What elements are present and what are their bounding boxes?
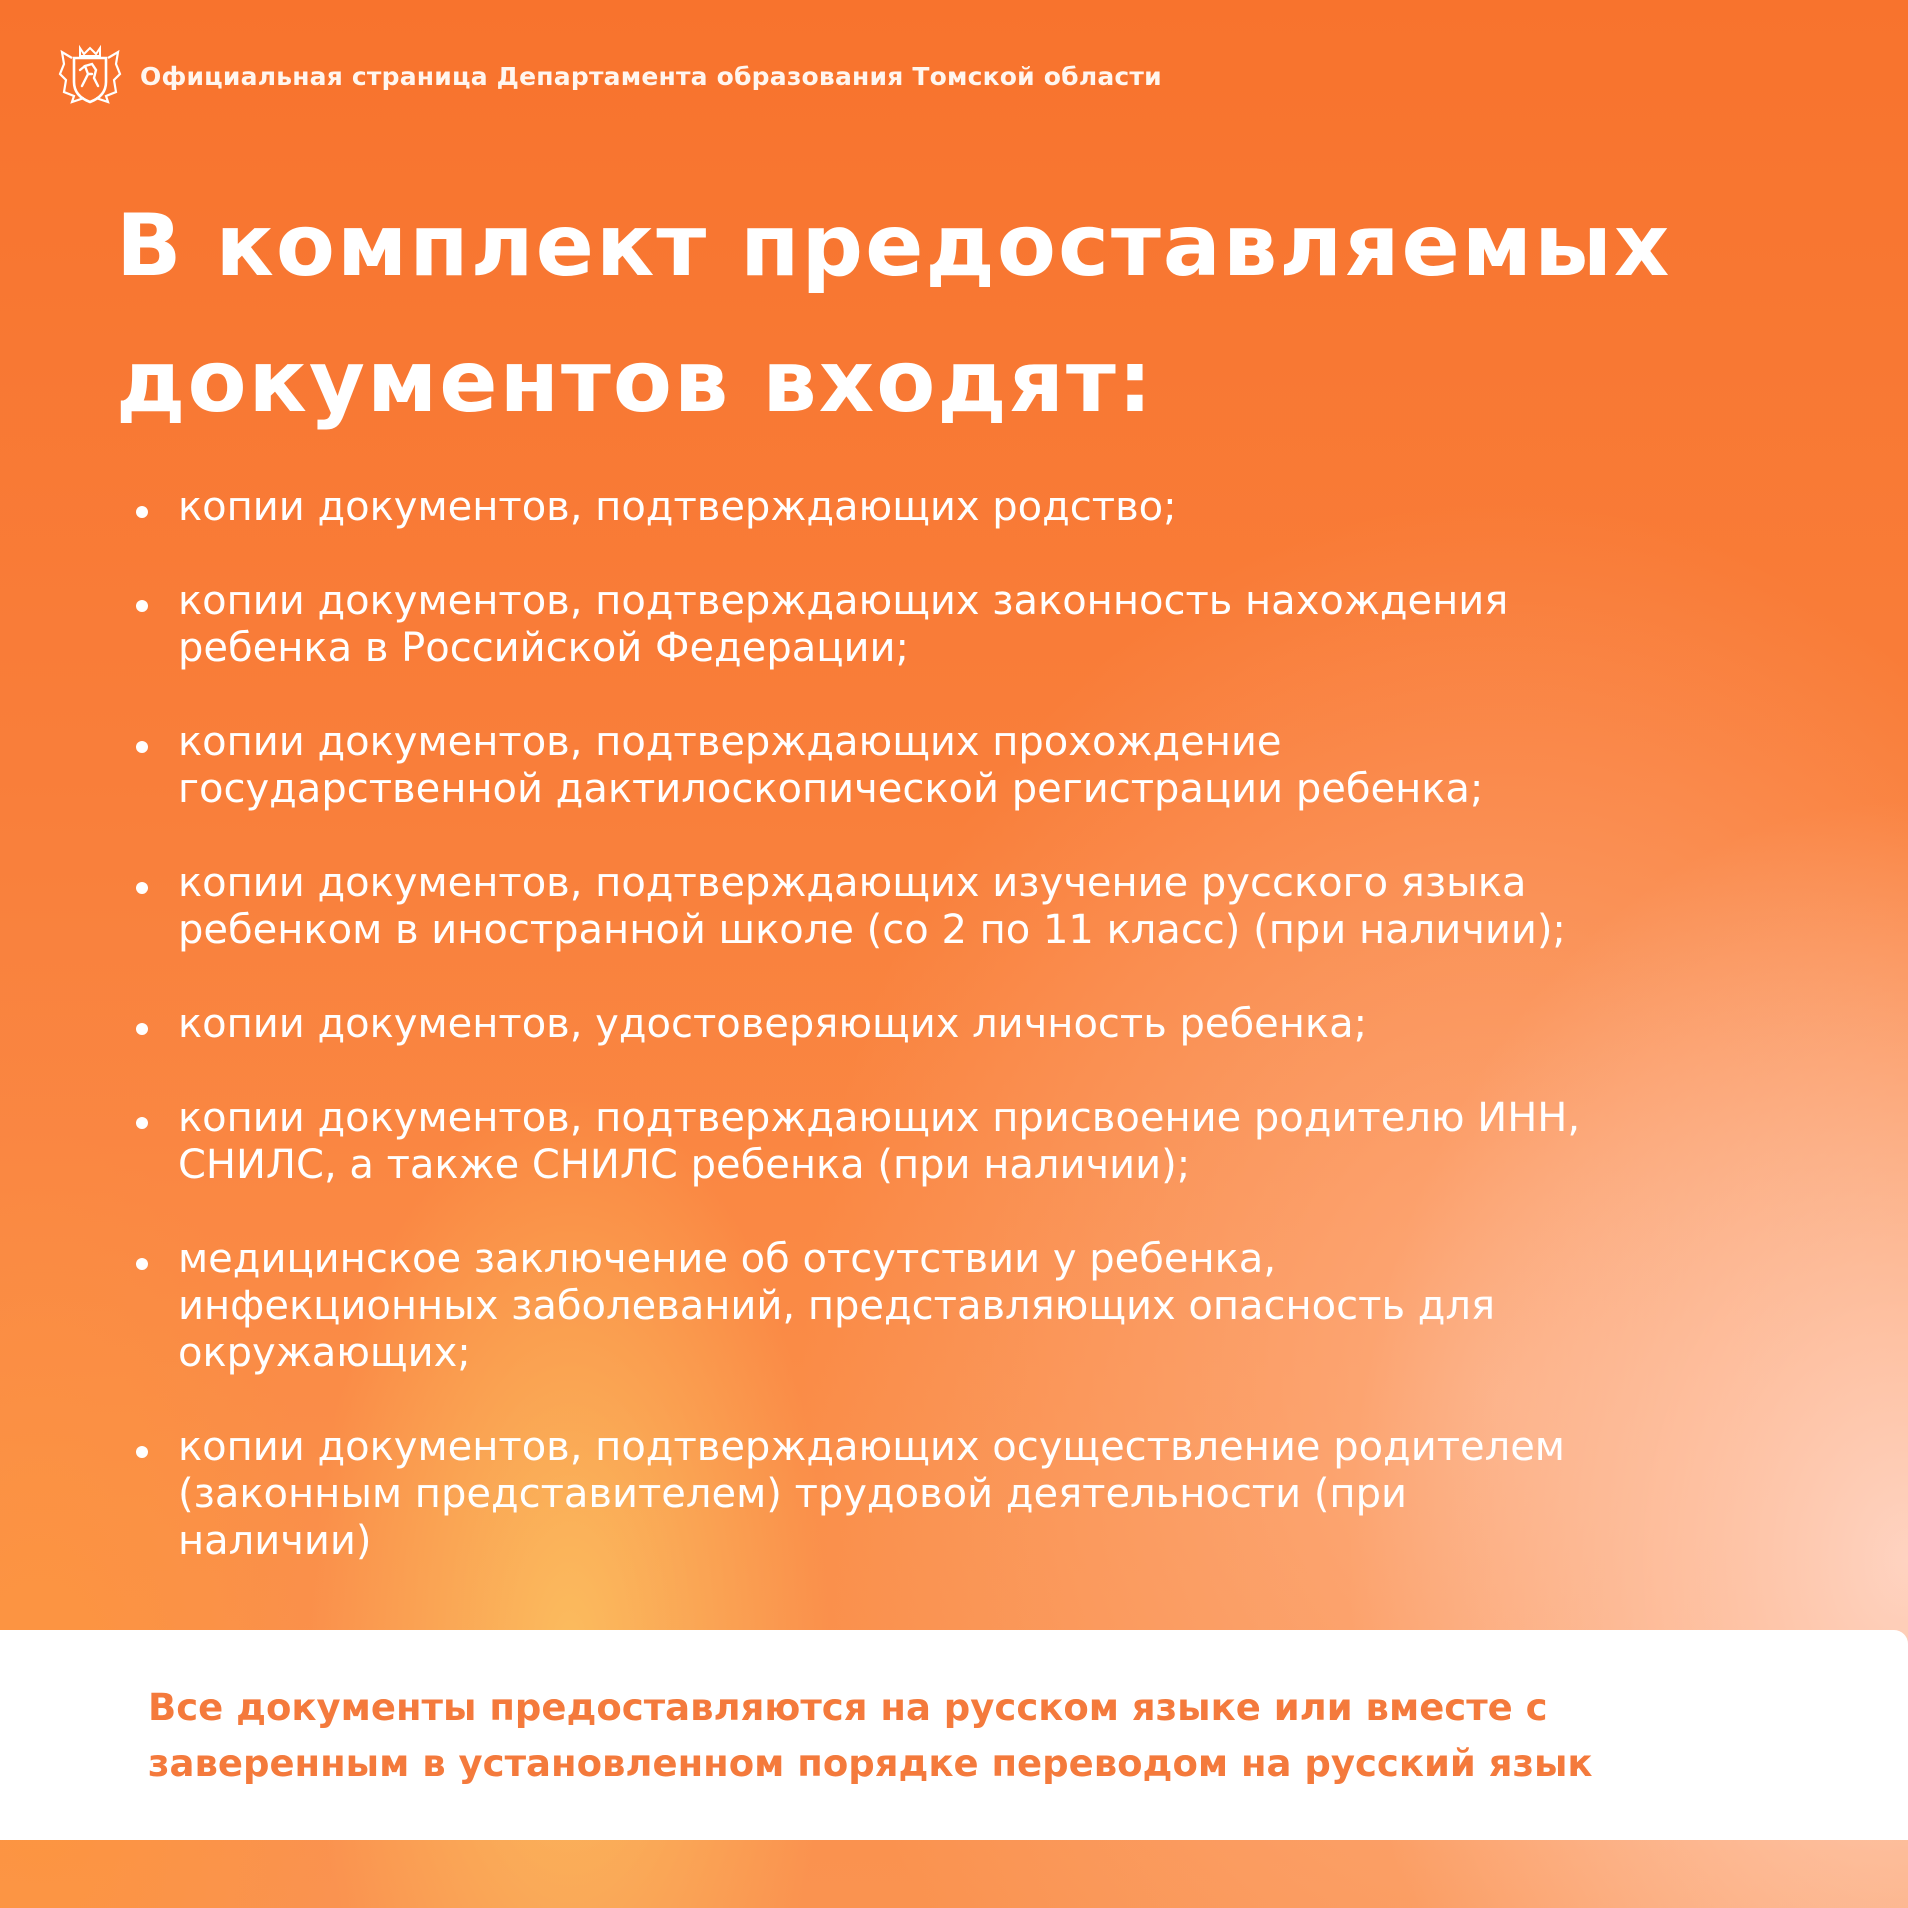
bullet-icon: [136, 882, 148, 894]
list-item-line: копии документов, подтверждающих родство;: [178, 484, 1177, 530]
page-title-line: документов входят:: [116, 332, 1155, 432]
list-item: [136, 1236, 1816, 1377]
bullet-icon: [136, 1117, 148, 1129]
list-item-line: копии документов, подтверждающих изучение русского языка: [178, 860, 1527, 906]
list-item-line: медицинское заключение об отсутствии у ребенка,: [178, 1236, 1277, 1282]
bullet-icon: [136, 1446, 148, 1458]
list-item-line: наличии): [178, 1518, 372, 1564]
page-title-line: В комплект предоставляемых: [116, 196, 1672, 296]
list-item-line: ребенка в Российской Федерации;: [178, 625, 909, 671]
list-item: [136, 1001, 1816, 1048]
footer-note: [148, 1680, 1848, 1792]
page-header: [58, 44, 1162, 108]
bullet-icon: [136, 506, 148, 518]
document-list: [136, 484, 1816, 1612]
list-item: [136, 1095, 1816, 1189]
header-title: Официальная страница Департамента образования Томской области: [140, 61, 1162, 91]
list-item-line: (законным представителем) трудовой деятельности (при: [178, 1471, 1407, 1517]
list-item-line: копии документов, подтверждающих прохождение: [178, 719, 1282, 765]
bullet-icon: [136, 741, 148, 753]
bullet-icon: [136, 1023, 148, 1035]
footer-note-line: заверенным в установленном порядке переводом на русский язык: [148, 1742, 1593, 1785]
list-item-line: государственной дактилоскопической регистрации ребенка;: [178, 766, 1484, 812]
coat-of-arms-icon: [58, 44, 122, 108]
list-item-line: копии документов, удостоверяющих личность ребенка;: [178, 1001, 1368, 1047]
list-item-line: копии документов, подтверждающих осуществление родителем: [178, 1424, 1565, 1470]
footer-note-line: Все документы предоставляются на русском языке или вместе с: [148, 1686, 1548, 1729]
list-item-line: копии документов, подтверждающих законность нахождения: [178, 578, 1509, 624]
list-item-line: копии документов, подтверждающих присвоение родителю ИНН,: [178, 1095, 1581, 1141]
list-item-line: окружающих;: [178, 1330, 471, 1376]
list-item-line: инфекционных заболеваний, представляющих опасность для: [178, 1283, 1496, 1329]
list-item: [136, 1424, 1816, 1565]
list-item: [136, 719, 1816, 813]
page-title: [116, 178, 1816, 450]
list-item: [136, 484, 1816, 531]
bullet-icon: [136, 600, 148, 612]
list-item: [136, 578, 1816, 672]
bullet-icon: [136, 1258, 148, 1270]
list-item-line: СНИЛС, а также СНИЛС ребенка (при наличии);: [178, 1142, 1191, 1188]
list-item: [136, 860, 1816, 954]
list-item-line: ребенком в иностранной школе (со 2 по 11 класс) (при наличии);: [178, 907, 1566, 953]
